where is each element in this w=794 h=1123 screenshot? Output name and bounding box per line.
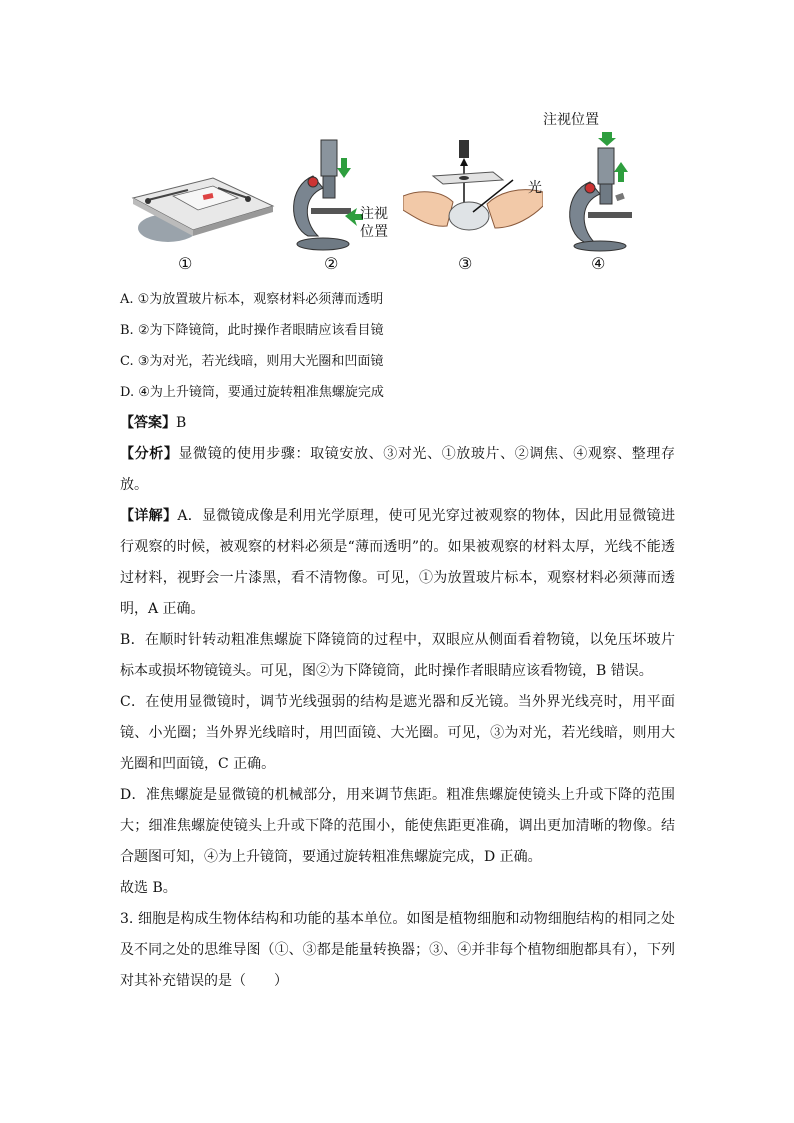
figure-row (128, 108, 668, 278)
answer-tag: 【答案】 (120, 415, 176, 431)
detail-paragraph-c: C．在使用显微镜时，调节光线强弱的结构是遮光器和反光镜。当外界光线亮时，用平面镜、小光圈；当外界光线暗时，用凹面镜、大光圈。可见，③为对光，若光线暗，则用大光圈和凹面镜，C 正确。 (120, 694, 675, 772)
figure-4-raising-tube (558, 132, 658, 252)
conclusion-line: 故选 B。 (120, 880, 177, 896)
detail-tag: 【详解】 (120, 508, 178, 524)
figure-1-slide-stage (128, 168, 278, 248)
figure-2-label-line1: 注视 (360, 206, 388, 222)
option-c: C. ③为对光，若光线暗，则用大光圈和凹面镜 (120, 354, 384, 369)
analysis-tag: 【分析】 (120, 446, 179, 462)
figure-number-4: ④ (591, 254, 606, 273)
figure-number-2: ② (324, 254, 339, 273)
figure-2-label-line2: 位置 (360, 224, 388, 240)
figure-4-label-top: 注视位置 (543, 112, 599, 128)
detail-paragraph-b: B．在顺时针转动粗准焦螺旋下降镜筒的过程中，双眼应从侧面看着物镜，以免压坏玻片标本或损坏物镜镜头。可见，图②为下降镜筒，此时操作者眼睛应该看物镜，B 错误。 (120, 632, 675, 679)
option-d: D. ④为上升镜筒，要通过旋转粗准焦螺旋完成 (120, 385, 384, 400)
option-a: A. ①为放置玻片标本，观察材料必须薄而透明 (120, 292, 384, 307)
explanation-block (120, 408, 675, 997)
question-3: 3. 细胞是构成生物体结构和功能的基本单位。如图是植物细胞和动物细胞结构的相同之处及不同之处的思维导图（①、③都是能量转换器；③、④并非每个植物细胞都具有），下列对其补充错误的是（ ） (120, 911, 675, 989)
detail-a-text: A．显微镜成像是利用光学原理，使可见光穿过被观察的物体，因此用显微镜进行观察的时候，被观察的材料必须是“薄而透明”的。如果被观察的材料太厚，光线不能透过材料，视野会一片漆黑，看不清物像。可见，①为放置玻片标本，观察材料必须薄而透明，A 正确。 (120, 508, 676, 617)
option-b: B. ②为下降镜筒，此时操作者眼睛应该看目镜 (120, 323, 384, 338)
figure-number-1: ① (178, 254, 193, 273)
answer-line (120, 408, 675, 439)
analysis-text: 显微镜的使用步骤：取镜安放、③对光、①放玻片、②调焦、④观察、整理存放。 (120, 446, 676, 493)
figure-3-label-light: 光 (528, 180, 542, 196)
analysis-paragraph (120, 439, 675, 501)
detail-paragraph-d: D．准焦螺旋是显微镜的机械部分，用来调节焦距。粗准焦螺旋使镜头上升或下降的范围大；细准焦螺旋使镜头上升或下降的范围小，能使焦距更准确，调出更加清晰的物像。结合题图可知，④为上升镜筒，要通过旋转粗准焦螺旋完成，D 正确。 (120, 787, 675, 865)
figure-number-3: ③ (458, 254, 473, 273)
detail-paragraph-a (120, 501, 675, 625)
figure-3-adjust-light (403, 136, 543, 251)
answer-value: B (176, 415, 187, 431)
